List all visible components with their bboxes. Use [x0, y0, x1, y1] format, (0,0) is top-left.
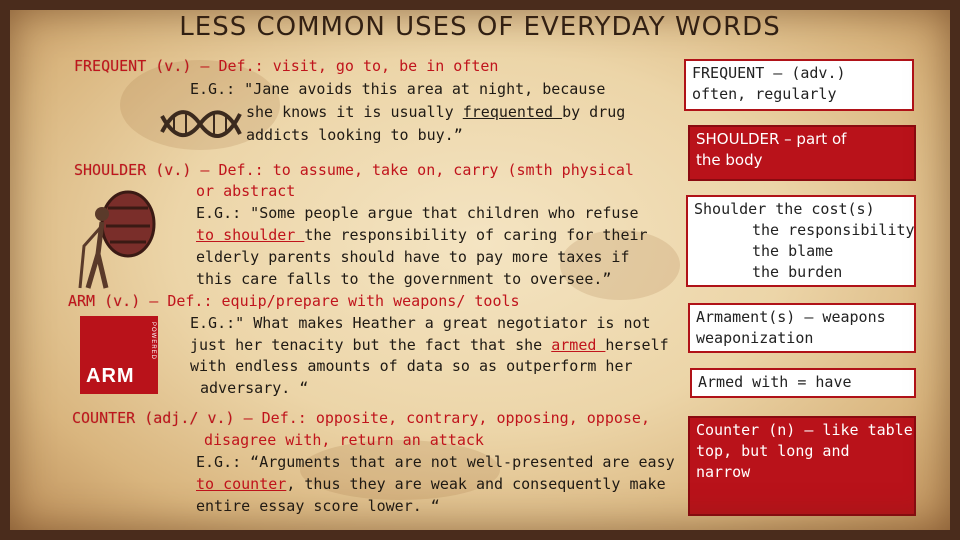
arm-example-4: adversary. “ [200, 379, 309, 397]
backpack-hiker-icon [74, 184, 166, 292]
frequent-example-2: she knows it is usually frequented by drug [246, 103, 626, 121]
frequent-example-1: E.G.: "Jane avoids this area at night, because [190, 80, 606, 98]
arm-example-3: with endless amounts of data so as outperform her [190, 357, 633, 375]
arm-term: ARM (v.) [68, 292, 141, 310]
counter-term: COUNTER (adj./ v.) [72, 409, 235, 427]
shoulder-noun-box: SHOULDER – part of the body [688, 125, 916, 181]
counter-example-2: to counter, thus they are weak and consequently make [196, 475, 666, 493]
frequented-word: frequented [462, 103, 563, 121]
arm-def: equip/prepare with weapons/ tools [221, 292, 520, 310]
counter-noun-box: Counter (n) – like table top, but long and narrow [688, 416, 916, 516]
dna-icon [160, 102, 242, 146]
counter-definition: COUNTER (adj./ v.) – Def.: opposite, contrary, opposing, oppose, [72, 409, 650, 427]
shoulder-def-2: or abstract [196, 182, 296, 200]
to-counter-word: to counter [196, 475, 287, 493]
arm-example-1: E.G.:" What makes Heather a great negotiator is not [190, 314, 651, 332]
to-shoulder-word: to shoulder [196, 226, 305, 244]
frequent-example-3: addicts looking to buy.” [246, 126, 463, 144]
counter-def-2: disagree with, return an attack [204, 431, 484, 449]
shoulder-example-2: to shoulder the responsibility of caring for their [196, 226, 648, 244]
counter-example-3: entire essay score lower. “ [196, 497, 440, 515]
shoulder-example-4: this care falls to the government to oversee.” [196, 270, 612, 288]
shoulder-example-1: E.G.: "Some people argue that children who refuse [196, 204, 639, 222]
shoulder-term: SHOULDER (v.) [74, 161, 192, 179]
frequent-def: visit, go to, be in often [272, 57, 499, 75]
arm-logo: POWERED ARM [80, 316, 158, 394]
shoulder-example-3: elderly parents should have to pay more taxes if [196, 248, 630, 266]
frequent-definition: FREQUENT (v.) – Def.: visit, go to, be in often [74, 57, 499, 75]
arm-definition: ARM (v.) – Def.: equip/prepare with weapons/ tools [68, 292, 520, 310]
frequent-term: FREQUENT (v.) [74, 57, 192, 75]
slide-title: LESS COMMON USES OF EVERYDAY WORDS [179, 12, 781, 42]
counter-def: opposite, contrary, opposing, oppose, [315, 409, 650, 427]
shoulder-cost-box: Shoulder the cost(s) the responsibility the blame the burden [686, 195, 916, 287]
frequent-adv-box: FREQUENT – (adv.) often, regularly [684, 59, 914, 111]
shoulder-def: to assume, take on, carry (smth physical [272, 161, 634, 179]
counter-example-1: E.G.: “Arguments that are not well-presented are easy [196, 453, 675, 471]
armament-box: Armament(s) – weapons weaponization [688, 303, 916, 353]
shoulder-definition: SHOULDER (v.) – Def.: to assume, take on, carry (smth physical [74, 161, 634, 179]
arm-example-2: just her tenacity but the fact that she armed herself [190, 336, 669, 354]
armed-word: armed [551, 336, 606, 354]
armed-with-box: Armed with = have [690, 368, 916, 398]
